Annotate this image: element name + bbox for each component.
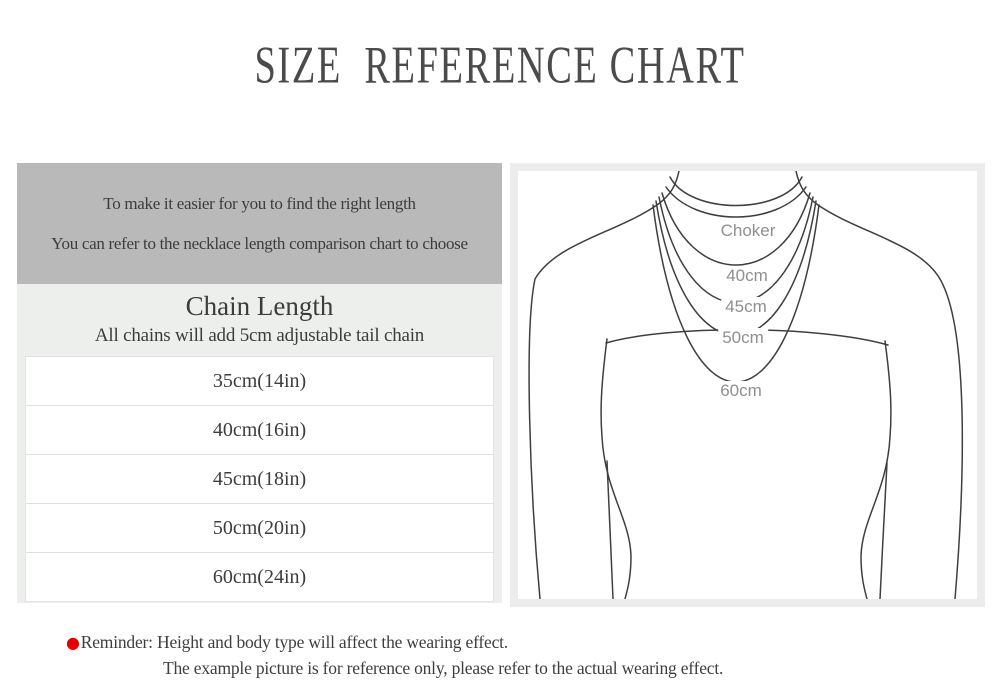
size-value: 60cm(24in)	[212, 565, 307, 588]
size-value: 40cm(16in)	[212, 418, 307, 441]
torso-outline-right-path	[796, 171, 962, 599]
chain-length-heading: Chain Length	[185, 291, 334, 321]
intro-line-1: To make it easier for you to find the right length	[103, 193, 416, 213]
diagram-label-choker: Choker	[717, 221, 780, 241]
diagram-label-45cm: 45cm	[721, 297, 771, 317]
reminder-line-2: The example picture is for reference only, please refer to the actual wearing effect.	[163, 658, 724, 678]
reminder-text-1: Reminder: Height and body type will affect the wearing effect.	[80, 632, 508, 652]
page-title: SIZE REFERENCE CHART	[254, 36, 746, 95]
chain-length-panel	[17, 163, 502, 603]
size-value: 50cm(20in)	[212, 516, 307, 539]
size-row	[26, 504, 493, 553]
chain-length-note: All chains will add 5cm adjustable tail chain	[94, 325, 425, 346]
size-row	[26, 406, 493, 455]
size-row	[26, 553, 493, 601]
intro-line-2: You can refer to the necklace length comparison chart to choose	[51, 233, 468, 253]
size-table	[25, 356, 494, 602]
necklace-curve-choker	[666, 187, 806, 217]
size-row	[26, 455, 493, 504]
torso-outline-left-path	[529, 171, 679, 599]
size-value: 35cm(14in)	[212, 369, 307, 392]
diagram-label-60cm: 60cm	[716, 381, 766, 401]
diagram-label-50cm: 50cm	[718, 328, 768, 348]
neck-base-curve-path	[670, 177, 802, 206]
reminder-section	[0, 628, 1000, 684]
body-side-left-path	[601, 339, 631, 599]
necklace-diagram-panel	[510, 163, 985, 607]
necklace-curve-45cm	[659, 197, 813, 303]
torso-diagram	[518, 171, 977, 599]
red-bullet-icon: ●	[66, 633, 80, 652]
reminder-line-1	[66, 631, 508, 654]
size-row	[26, 357, 493, 406]
intro-box	[17, 163, 502, 284]
size-value: 45cm(18in)	[212, 467, 307, 490]
diagram-label-40cm: 40cm	[722, 266, 772, 286]
